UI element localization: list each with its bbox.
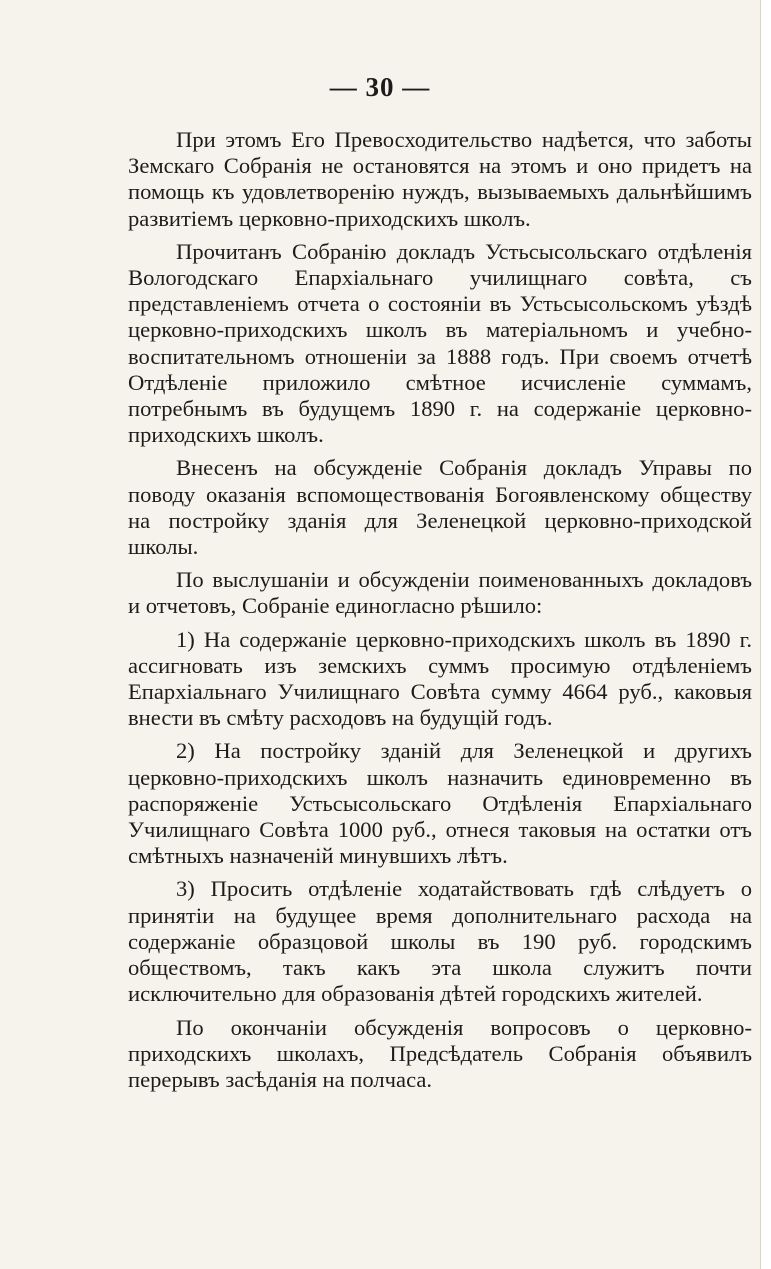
paragraph-3: Внесенъ на обсужденіе Собранія докладъ Управы по поводу оказанія вспомоществованія Богоявленскому обществу на постройку зданія для Зеленецкой церковно-приходской школы. bbox=[128, 455, 752, 560]
paragraph-closing: По окончаніи обсужденія вопросовъ о церковно-приходскихъ школахъ, Предсѣдатель Собранія объявилъ перерывъ засѣданія на полчаса. bbox=[128, 1014, 752, 1092]
paragraph-1: При этомъ Его Превосходительство надѣется, что заботы Земскаго Собранія не остановятся на этомъ и оно придетъ на помощь къ удовлетворенію нуждъ, вызываемыхъ дальнѣйшимъ развитіемъ церковно-приходскихъ школъ. bbox=[128, 127, 752, 231]
body-text bbox=[128, 127, 752, 1093]
paragraph-2: Прочитанъ Собранію докладъ Устьсысольскаго отдѣленія Вологодскаго Епархіальнаго училищнаго совѣта, съ представленіемъ отчета о состояніи въ Устьсысольскомъ уѣздѣ церковно-приходскихъ школъ въ матеріальномъ и учебно-воспитательномъ отношеніи за 1888 годъ. При своемъ отчетѣ Отдѣленіе приложило смѣтное исчисленіе суммамъ, потребнымъ въ будущемъ 1890 г. на содержаніе церковно-приходскихъ школъ. bbox=[128, 238, 752, 448]
resolution-item-2: 2) На постройку зданій для Зеленецкой и другихъ церковно-приходскихъ школъ назначить единовременно въ распоряженіе Устьсысольскаго Отдѣленія Епархіальнаго Училищнаго Совѣта 1000 руб., отнеся таковыя на остатки отъ смѣтныхъ назначеній минувшихъ лѣтъ. bbox=[128, 738, 752, 869]
resolution-item-3: 3) Просить отдѣленіе ходатайствовать гдѣ слѣдуетъ о принятіи на будущее время дополнительнаго расхода на содержаніе образцовой школы въ 190 руб. городскимъ обществомъ, такъ какъ эта школа служитъ почти исключительно для образованія дѣтей городскихъ жителей. bbox=[128, 876, 752, 1007]
resolution-item-1: 1) На содержаніе церковно-приходскихъ школъ въ 1890 г. ассигновать изъ земскихъ суммъ просимую отдѣленіемъ Епархіальнаго Училищнаго Совѣта сумму 4664 руб., каковыя внести въ смѣту расходовъ на будущій годъ. bbox=[128, 626, 752, 731]
page-number: — 30 — bbox=[329, 72, 431, 102]
paragraph-4: По выслушаніи и обсужденіи поименованныхъ докладовъ и отчетовъ, Собраніе единогласно рѣшило: bbox=[128, 567, 752, 619]
